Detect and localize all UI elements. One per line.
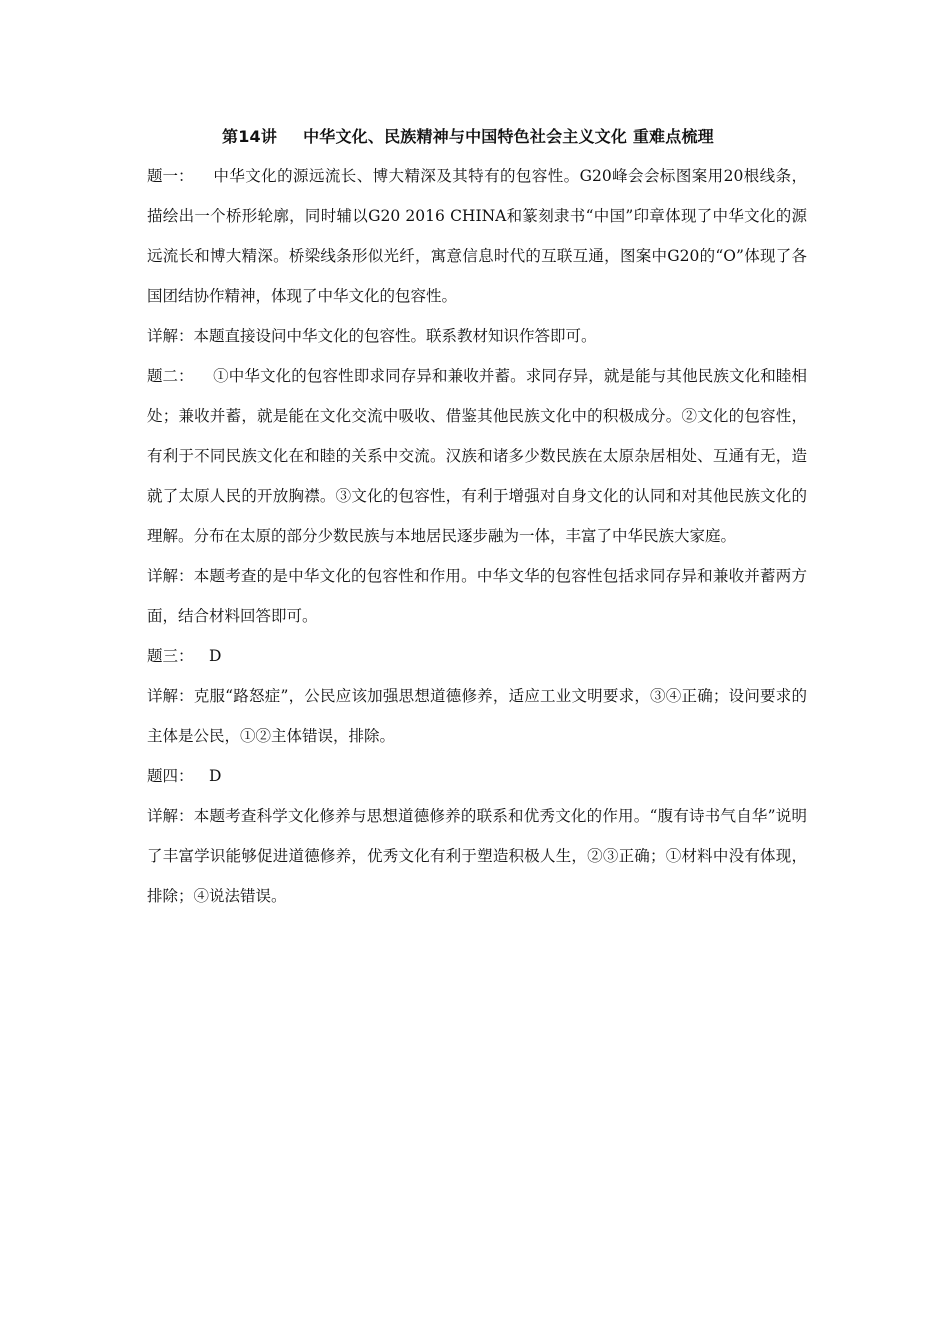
question-3-answer: D xyxy=(209,647,222,665)
explanation-2-text: 本题考查的是中华文化的包容性和作用。中华文华的包容性包括求同存异和兼收并蓄两方面，结合材料回答即可。 xyxy=(147,567,807,625)
lecture-title: 中华文化、民族精神与中国特色社会主义文化 重难点梳理 xyxy=(303,127,714,146)
question-2 xyxy=(147,356,807,556)
question-4-answer: D xyxy=(209,767,222,785)
explanation-4 xyxy=(147,796,807,916)
explanation-1-label: 详解： xyxy=(147,327,194,345)
question-2-text: ①中华文化的包容性即求同存异和兼收并蓄。求同存异，就是能与其他民族文化和睦相处；兼收并蓄，就是能在文化交流中吸收、借鉴其他民族文化中的积极成分。②文化的包容性，有利于不同民族文化在和睦的关系中交流。汉族和诸多少数民族在太原杂居相处、互通有无，造就了太原人民的开放胸襟。③文化的包容性，有利于增强对自身文化的认同和对其他民族文化的理解。分布在太原的部分少数民族与本地居民逐步融为一体，丰富了中华民族大家庭。 xyxy=(147,367,807,545)
explanation-3-label: 详解： xyxy=(147,687,194,705)
document-title xyxy=(222,126,714,148)
question-4-label: 题四： xyxy=(147,767,194,785)
explanation-1-text: 本题直接设问中华文化的包容性。联系教材知识作答即可。 xyxy=(193,327,597,345)
document-body xyxy=(147,156,807,916)
question-4 xyxy=(147,756,807,796)
explanation-2 xyxy=(147,556,807,636)
explanation-1 xyxy=(147,316,807,356)
question-3 xyxy=(147,636,807,676)
question-1-label: 题一： xyxy=(147,167,194,185)
question-2-label: 题二： xyxy=(147,367,194,385)
question-1 xyxy=(147,156,807,316)
explanation-3 xyxy=(147,676,807,756)
explanation-3-text: 克服“路怒症”，公民应该加强思想道德修养，适应工业文明要求，③④正确；设问要求的主体是公民，①②主体错误，排除。 xyxy=(147,687,807,745)
explanation-4-label: 详解： xyxy=(147,807,194,825)
explanation-2-label: 详解： xyxy=(147,567,194,585)
explanation-4-text: 本题考查科学文化修养与思想道德修养的联系和优秀文化的作用。“腹有诗书气自华”说明了丰富学识能够促进道德修养，优秀文化有利于塑造积极人生，②③正确；①材料中没有体现，排除；④说法错误。 xyxy=(147,807,807,905)
question-1-text: 中华文化的源远流长、博大精深及其特有的包容性。G20峰会会标图案用20根线条，描绘出一个桥形轮廓，同时辅以G20 2016 CHINA和篆刻隶书“中国”印章体现了中华文化的源远流长和博大精深。桥梁线条形似光纤，寓意信息时代的互联互通，图案中G20的“O”体现了各国团结协作精神，体现了中华文化的包容性。 xyxy=(147,167,807,305)
lecture-number: 第14讲 xyxy=(222,127,278,146)
question-3-label: 题三： xyxy=(147,647,194,665)
